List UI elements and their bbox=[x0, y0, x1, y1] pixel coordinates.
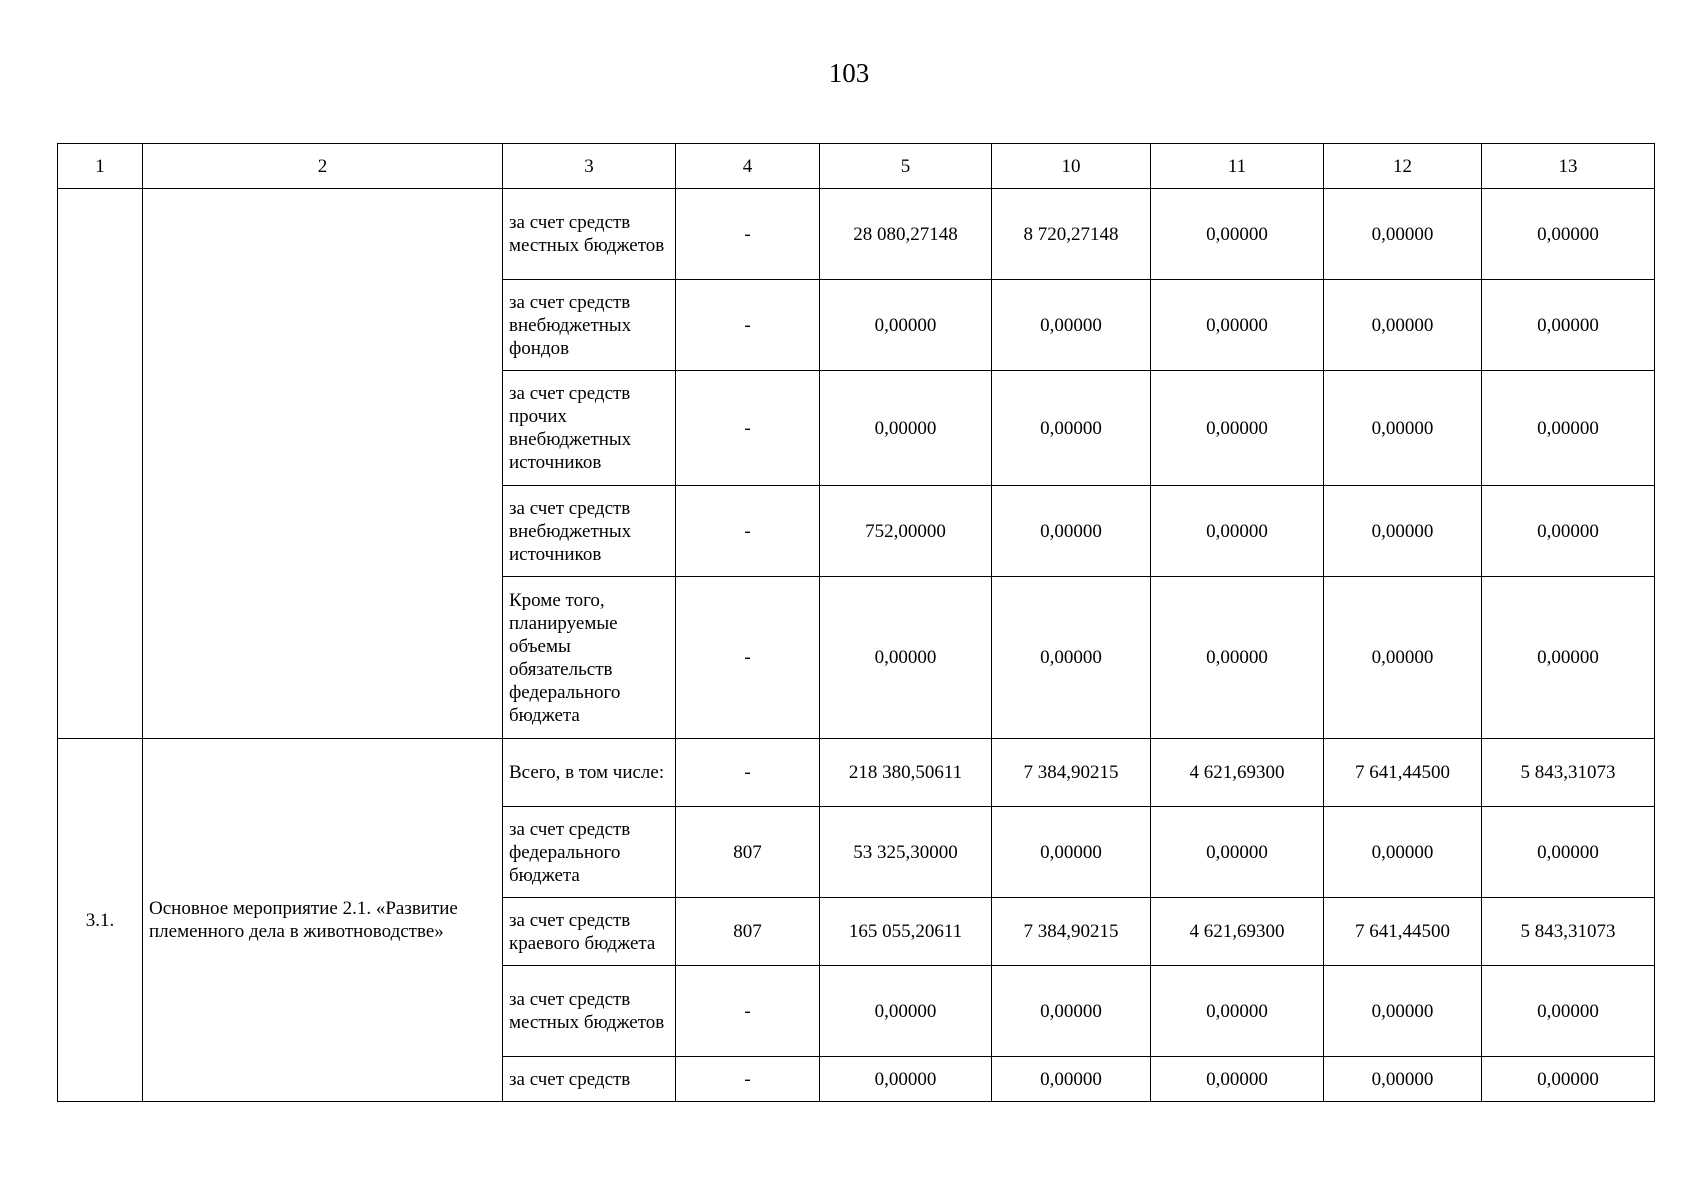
value-col-13: 0,00000 bbox=[1482, 280, 1655, 371]
header-cell: 12 bbox=[1324, 144, 1482, 189]
value-col-11: 4 621,69300 bbox=[1151, 898, 1324, 966]
budget-code: 807 bbox=[676, 807, 820, 898]
value-col-5: 0,00000 bbox=[820, 577, 992, 739]
header-cell: 5 bbox=[820, 144, 992, 189]
funding-source: за счет средств внебюджетных источников bbox=[503, 486, 676, 577]
value-col-10: 7 384,90215 bbox=[992, 739, 1151, 807]
value-col-11: 4 621,69300 bbox=[1151, 739, 1324, 807]
value-col-10: 0,00000 bbox=[992, 577, 1151, 739]
value-col-5: 218 380,50611 bbox=[820, 739, 992, 807]
funding-source: Всего, в том числе: bbox=[503, 739, 676, 807]
budget-code: - bbox=[676, 966, 820, 1057]
value-col-11: 0,00000 bbox=[1151, 1057, 1324, 1102]
budget-code: - bbox=[676, 1057, 820, 1102]
value-col-5: 0,00000 bbox=[820, 966, 992, 1057]
value-col-13: 0,00000 bbox=[1482, 966, 1655, 1057]
value-col-12: 7 641,44500 bbox=[1324, 898, 1482, 966]
budget-code: - bbox=[676, 486, 820, 577]
value-col-5: 0,00000 bbox=[820, 1057, 992, 1102]
value-col-12: 7 641,44500 bbox=[1324, 739, 1482, 807]
table-row bbox=[58, 189, 1655, 280]
value-col-13: 0,00000 bbox=[1482, 486, 1655, 577]
value-col-5: 0,00000 bbox=[820, 280, 992, 371]
funding-source: за счет средств краевого бюджета bbox=[503, 898, 676, 966]
header-cell: 11 bbox=[1151, 144, 1324, 189]
budget-code: 807 bbox=[676, 898, 820, 966]
table-row bbox=[58, 739, 1655, 807]
budget-table bbox=[57, 143, 1655, 1102]
value-col-12: 0,00000 bbox=[1324, 807, 1482, 898]
value-col-10: 0,00000 bbox=[992, 371, 1151, 486]
activity-name-cell: Основное мероприятие 2.1. «Развитие племенного дела в животноводстве» bbox=[143, 739, 503, 1102]
value-col-5: 53 325,30000 bbox=[820, 807, 992, 898]
value-col-13: 5 843,31073 bbox=[1482, 898, 1655, 966]
header-cell: 10 bbox=[992, 144, 1151, 189]
value-col-10: 0,00000 bbox=[992, 966, 1151, 1057]
value-col-11: 0,00000 bbox=[1151, 577, 1324, 739]
header-cell: 2 bbox=[143, 144, 503, 189]
value-col-10: 0,00000 bbox=[992, 807, 1151, 898]
value-col-12: 0,00000 bbox=[1324, 189, 1482, 280]
value-col-5: 0,00000 bbox=[820, 371, 992, 486]
value-col-5: 165 055,20611 bbox=[820, 898, 992, 966]
budget-code: - bbox=[676, 739, 820, 807]
value-col-10: 8 720,27148 bbox=[992, 189, 1151, 280]
value-col-13: 0,00000 bbox=[1482, 1057, 1655, 1102]
header-row bbox=[58, 144, 1655, 189]
budget-code: - bbox=[676, 189, 820, 280]
value-col-11: 0,00000 bbox=[1151, 966, 1324, 1057]
value-col-11: 0,00000 bbox=[1151, 280, 1324, 371]
funding-source: за счет средств прочих внебюджетных источников bbox=[503, 371, 676, 486]
value-col-10: 0,00000 bbox=[992, 1057, 1151, 1102]
activity-name-cell bbox=[143, 189, 503, 739]
value-col-12: 0,00000 bbox=[1324, 371, 1482, 486]
value-col-12: 0,00000 bbox=[1324, 966, 1482, 1057]
value-col-13: 5 843,31073 bbox=[1482, 739, 1655, 807]
value-col-13: 0,00000 bbox=[1482, 371, 1655, 486]
header-cell: 3 bbox=[503, 144, 676, 189]
funding-source: за счет средств bbox=[503, 1057, 676, 1102]
header-cell: 4 bbox=[676, 144, 820, 189]
value-col-13: 0,00000 bbox=[1482, 807, 1655, 898]
value-col-5: 752,00000 bbox=[820, 486, 992, 577]
value-col-12: 0,00000 bbox=[1324, 280, 1482, 371]
header-cell: 13 bbox=[1482, 144, 1655, 189]
value-col-12: 0,00000 bbox=[1324, 486, 1482, 577]
budget-code: - bbox=[676, 577, 820, 739]
value-col-13: 0,00000 bbox=[1482, 577, 1655, 739]
funding-source: за счет средств местных бюджетов bbox=[503, 966, 676, 1057]
value-col-13: 0,00000 bbox=[1482, 189, 1655, 280]
value-col-12: 0,00000 bbox=[1324, 1057, 1482, 1102]
row-number-cell bbox=[58, 189, 143, 739]
value-col-12: 0,00000 bbox=[1324, 577, 1482, 739]
funding-source: Кроме того, планируемые объемы обязательств федерального бюджета bbox=[503, 577, 676, 739]
page-number: 103 bbox=[828, 58, 870, 88]
budget-code: - bbox=[676, 280, 820, 371]
value-col-11: 0,00000 bbox=[1151, 486, 1324, 577]
funding-source: за счет средств местных бюджетов bbox=[503, 189, 676, 280]
value-col-11: 0,00000 bbox=[1151, 807, 1324, 898]
budget-code: - bbox=[676, 371, 820, 486]
funding-source: за счет средств внебюджетных фондов bbox=[503, 280, 676, 371]
funding-source: за счет средств федерального бюджета bbox=[503, 807, 676, 898]
header-cell: 1 bbox=[58, 144, 143, 189]
row-number-cell: 3.1. bbox=[58, 739, 143, 1102]
value-col-11: 0,00000 bbox=[1151, 371, 1324, 486]
value-col-10: 0,00000 bbox=[992, 280, 1151, 371]
value-col-10: 0,00000 bbox=[992, 486, 1151, 577]
value-col-10: 7 384,90215 bbox=[992, 898, 1151, 966]
value-col-11: 0,00000 bbox=[1151, 189, 1324, 280]
value-col-5: 28 080,27148 bbox=[820, 189, 992, 280]
